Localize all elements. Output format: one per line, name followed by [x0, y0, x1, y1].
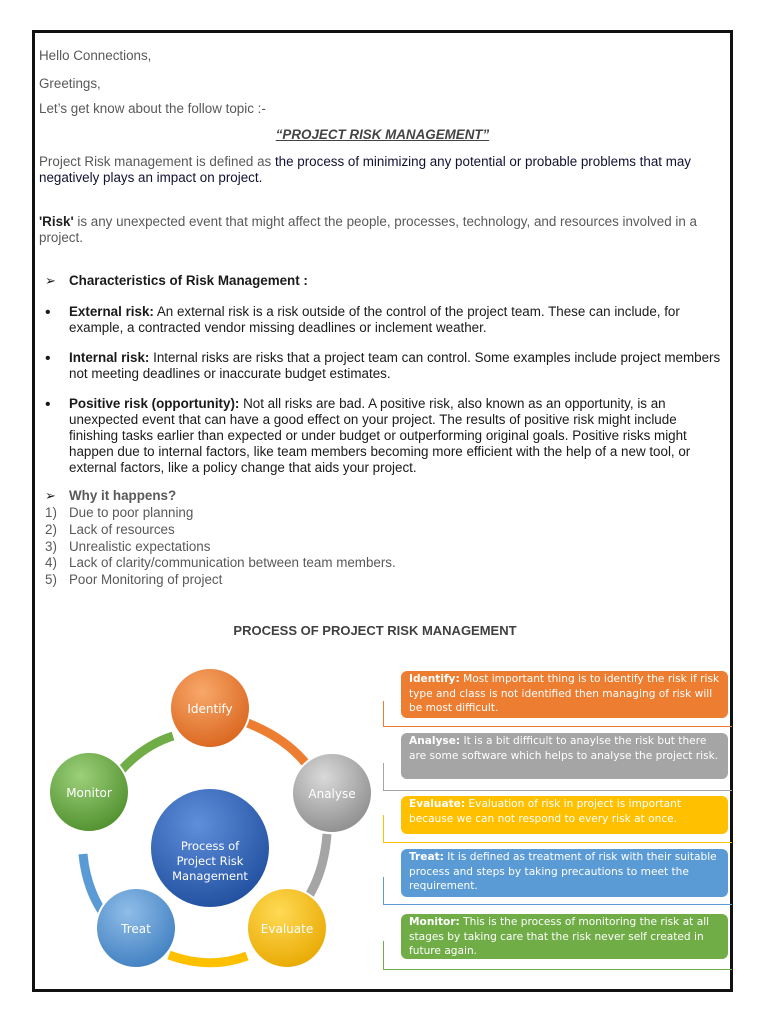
why-item: Lack of clarity/communication between team members.: [69, 555, 396, 570]
definition-lead: Project Risk management is defined as: [39, 154, 272, 169]
why-item-number: 2): [45, 522, 57, 537]
why-item: Unrealistic expectations: [69, 539, 211, 554]
why-item-number: 5): [45, 572, 57, 587]
why-item: Poor Monitoring of project: [69, 572, 223, 587]
treat-description-box: [401, 849, 728, 897]
bullet-dot-icon: •: [45, 396, 51, 413]
box-text: It is a bit difficult to anaylse the risk but there are some software which helps to analyse the project risk.: [409, 735, 719, 762]
identify-node-label: Identify: [187, 702, 233, 716]
characteristic-text: Internal risks are risks that a project team can control. Some examples include project members not meeting deadlines or inaccurate budget estimates.: [69, 350, 721, 381]
analyse-node-label: Analyse: [308, 787, 356, 801]
bullet-dot-icon: •: [45, 350, 51, 367]
characteristic-text: An external risk is a risk outside of the control of the project team. These can include, for example, a contracted vendor missing deadlines or inclement weather.: [69, 304, 680, 335]
box-label: Evaluate:: [409, 798, 466, 810]
page-title: “PROJECT RISK MANAGEMENT”: [275, 127, 490, 142]
characteristic-text: Not all risks are bad. A positive risk, also known as an opportunity, is an unexpected event that can have a good effect on your project. The results of positive risk might include finishing tasks earlier than expected or under budget or outperforming original goals. Positive risks might happen due to internal factors, like team members becoming more efficient with the help of a new tool, or external factors, like a policy change that aids your project.: [69, 396, 691, 475]
box-label: Monitor:: [409, 916, 460, 928]
box-text: It is defined as treatment of risk with their suitable process and steps by taking precautions to meet the requirement.: [409, 851, 717, 893]
box-label: Identify:: [409, 673, 460, 685]
characteristic-item: [69, 350, 729, 382]
greeting-line: Greetings,: [39, 76, 101, 91]
characteristic-item: [69, 396, 729, 476]
center-label-line: Project Risk: [176, 854, 244, 868]
risk-definition-text: is any unexpected event that might affect the people, processes, technology, and resources involved in a project.: [39, 214, 697, 245]
evaluate-node-label: Evaluate: [260, 922, 314, 936]
treat-node-label: Treat: [121, 922, 151, 936]
monitor-node-label: Monitor: [66, 786, 112, 800]
center-label-line: Process of: [180, 839, 240, 853]
monitor-description-box: [401, 914, 728, 959]
arrow-bullet-icon: ➢: [45, 488, 56, 503]
greeting-line: Hello Connections,: [39, 48, 152, 63]
center-label-line: Management: [172, 869, 248, 883]
definition-rest: the process of minimizing any potential or probable problems that may negatively plays an impact on project.: [39, 154, 692, 185]
arrow-bullet-icon: ➢: [45, 273, 56, 288]
characteristic-item: [69, 304, 729, 336]
box-text: Evaluation of risk in project is important because we can not respond to every risk at once.: [409, 798, 681, 825]
why-heading: Why it happens?: [69, 488, 177, 503]
characteristic-term: Internal risk:: [69, 350, 150, 365]
box-label: Treat:: [409, 851, 444, 863]
box-label: Analyse:: [409, 735, 461, 747]
bullet-dot-icon: •: [45, 304, 51, 321]
characteristics-heading: Characteristics of Risk Management :: [69, 273, 308, 288]
box-text: Most important thing is to identify the risk if risk type and class is not identified then managing of risk will be most difficult.: [409, 673, 720, 715]
risk-term: 'Risk': [39, 214, 74, 229]
definition-paragraph: [39, 154, 729, 186]
why-item: Lack of resources: [69, 522, 175, 537]
process-cycle-diagram: [35, 658, 385, 983]
identify-description-box: [401, 671, 728, 718]
why-item: Due to poor planning: [69, 505, 194, 520]
greeting-line: Let’s get know about the follow topic :-: [39, 101, 266, 116]
document-page: [32, 30, 733, 992]
why-item-number: 3): [45, 539, 57, 554]
analyse-description-box: [401, 733, 728, 779]
why-item-number: 1): [45, 505, 57, 520]
evaluate-description-box: [401, 796, 728, 834]
risk-definition-paragraph: [39, 214, 729, 246]
why-item-number: 4): [45, 555, 57, 570]
box-text: This is the process of monitoring the risk at all stages by taking care that the risk never self created in future again.: [409, 916, 710, 958]
characteristic-term: External risk:: [69, 304, 154, 319]
characteristic-term: Positive risk (opportunity):: [69, 396, 240, 411]
connector-arc: [169, 955, 247, 963]
process-heading: PROCESS OF PROJECT RISK MANAGEMENT: [233, 623, 517, 638]
